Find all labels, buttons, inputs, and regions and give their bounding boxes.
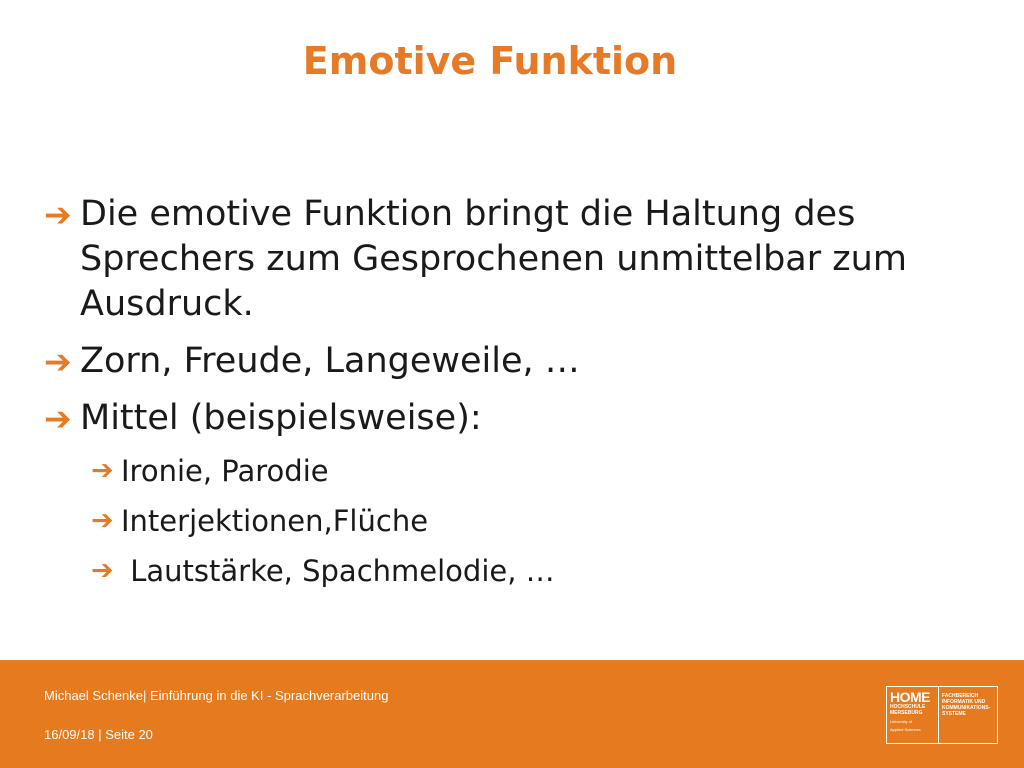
logo-line: Applied Sciences (890, 727, 921, 732)
slide-title: Emotive Funktion (302, 39, 678, 83)
logo-mark-block (887, 687, 939, 743)
arrow-right-icon: ➔ (91, 555, 114, 586)
arrow-right-icon: ➔ (44, 399, 72, 438)
logo-line: HOCHSCHULE (890, 704, 926, 710)
sub-bullet-item (91, 453, 944, 489)
sub-bullet-text: Interjektionen,Flüche (121, 504, 429, 538)
sub-bullet-text: Lautstärke, Spachmelodie, … (121, 554, 555, 588)
footer-author-line: Michael Schenke| Einführung in die KI - Sprachverarbeitung (44, 688, 389, 703)
logo-dept-line: INFORMATIK UND (942, 699, 986, 705)
logo-line: MERSEBURG (890, 710, 923, 716)
logo-department-block (939, 687, 997, 743)
logo-dept-line: FACHBEREICH (942, 693, 979, 699)
university-logo (886, 686, 998, 744)
arrow-right-icon: ➔ (44, 195, 72, 234)
bullet-text: Mittel (beispielsweise): (80, 398, 482, 438)
logo-dept-line: KOMMUNIKATIONS- (942, 705, 991, 711)
bullet-item (44, 339, 944, 384)
bullet-list (44, 192, 944, 603)
sub-bullet-item (91, 553, 944, 589)
footer-date-page: 16/09/18 | Seite 20 (44, 727, 153, 742)
logo-mark: HOME (890, 689, 930, 705)
bullet-item (44, 396, 944, 441)
sub-bullet-item (91, 503, 944, 539)
logo-dept-line: SYSTEME (942, 711, 966, 717)
bullet-text: Die emotive Funktion bringt die Haltung des Sprechers zum Gesprochenen unmittelbar zum Ausdruck. (80, 194, 907, 324)
arrow-right-icon: ➔ (44, 342, 72, 381)
footer-bar (0, 660, 1024, 768)
sub-bullet-text: Ironie, Parodie (121, 454, 329, 488)
logo-line: University of (890, 719, 913, 724)
arrow-right-icon: ➔ (91, 455, 114, 486)
bullet-item (44, 192, 944, 327)
bullet-text: Zorn, Freude, Langeweile, … (80, 341, 580, 381)
arrow-right-icon: ➔ (91, 505, 114, 536)
